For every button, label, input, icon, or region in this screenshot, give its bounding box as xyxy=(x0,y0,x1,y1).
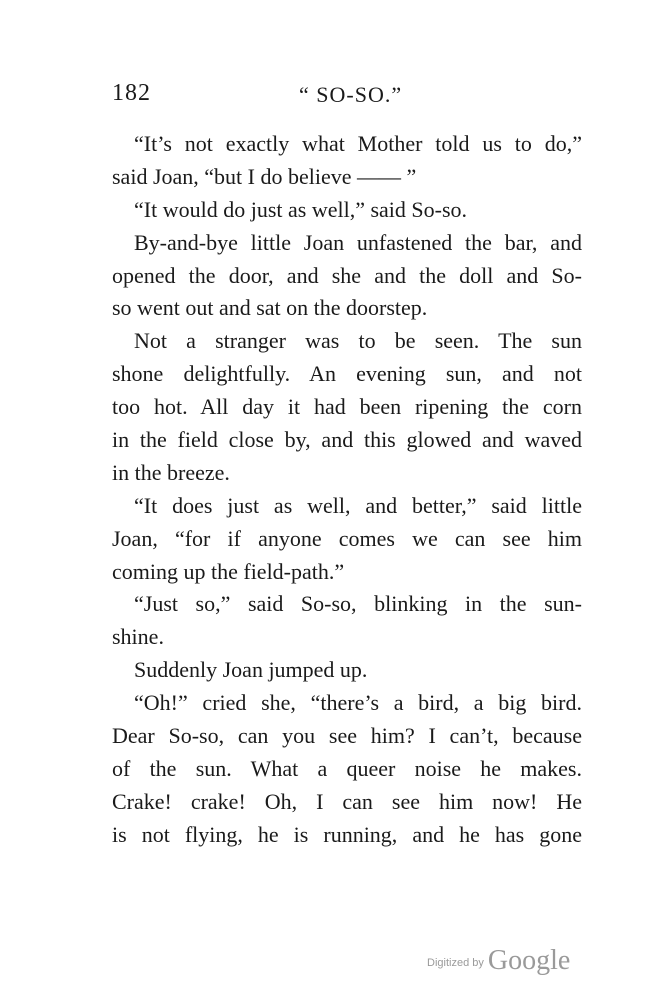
text-line: Crake! crake! Oh, I can see him now! He xyxy=(112,788,582,814)
text-line: “It’s not exactly what Mother told us to do,” xyxy=(134,131,582,156)
text-line: shine. xyxy=(112,624,164,650)
body-text xyxy=(112,128,582,852)
text-line: so went out and sat on the doorstep. xyxy=(112,295,428,321)
running-title: “ SO-SO.” xyxy=(299,82,403,107)
google-logo: Google xyxy=(487,945,571,976)
text-line: coming up the field-path.” xyxy=(112,558,345,584)
text-line: By-and-bye little Joan unfastened the bar, and xyxy=(134,229,582,255)
text-line: is not flying, he is running, and he has gone xyxy=(112,821,582,847)
text-line: Dear So-so, can you see him? I can’t, because xyxy=(112,723,582,749)
text-line: in the breeze. xyxy=(112,459,230,485)
text-line: of the sun. What a queer noise he makes. xyxy=(112,755,582,781)
text-line: opened the door, and she and the doll and So- xyxy=(112,262,582,288)
text-line: “It does just as well, and better,” said little xyxy=(134,492,582,518)
text-line: Suddenly Joan jumped up. xyxy=(134,657,368,683)
text-line: shone delightfully. An evening sun, and not xyxy=(112,361,582,387)
page-number: 182 xyxy=(112,80,151,106)
text-line: “It would do just as well,” said So-so. xyxy=(134,196,468,222)
text-line: Not a stranger was to be seen. The sun xyxy=(134,328,582,354)
text-line: said Joan, “but I do believe —— ” xyxy=(112,163,417,189)
text-line: “Oh!” cried she, “there’s a bird, a big bird. xyxy=(134,690,582,716)
text-line: too hot. All day it had been ripening the corn xyxy=(112,394,582,420)
text-line: “Just so,” said So-so, blinking in the sun- xyxy=(134,591,582,617)
text-line: Joan, “for if anyone comes we can see him xyxy=(112,525,582,551)
digitized-label: Digitized by xyxy=(427,957,484,969)
digitized-watermark xyxy=(427,945,570,977)
text-line: in the field close by, and this glowed and waved xyxy=(112,427,582,453)
